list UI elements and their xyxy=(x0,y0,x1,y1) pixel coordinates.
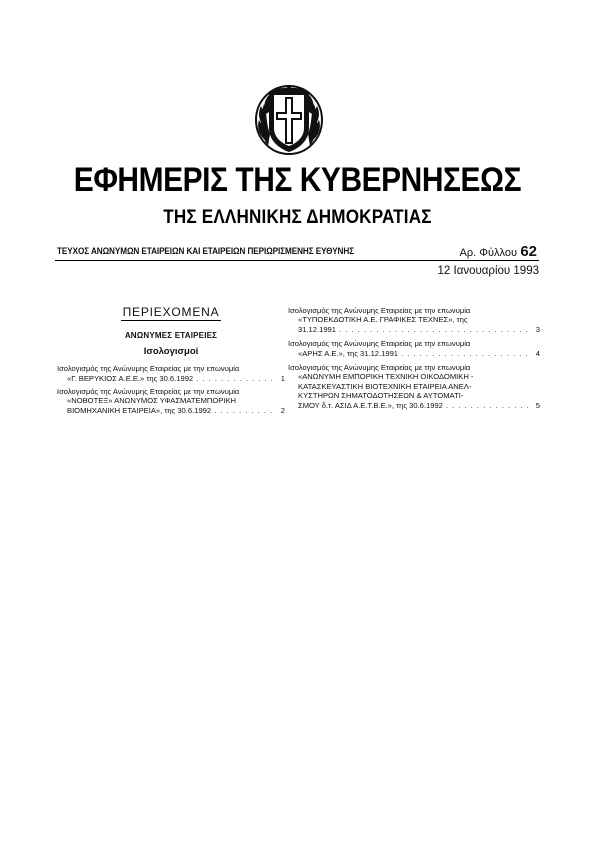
toc-entry xyxy=(57,364,285,383)
issue-series: ΤΕΥΧΟΣ ΑΝΩΝΥΜΩΝ ΕΤΑΙΡΕΙΩΝ ΚΑΙ ΕΤΑΙΡΕΙΩΝ ΠΕΡΙΩΡΙΣΜΕΝΗΣ ΕΥΘΥΝΗΣ xyxy=(57,246,355,257)
toc-left-column xyxy=(57,306,285,419)
gazette-title: ΕΦΗΜΕΡΙΣ ΤΗΣ ΚΥΒΕΡΝΗΣΕΩΣ xyxy=(73,161,522,199)
toc-entry-text: «Γ. ΒΕΡΥΚΙΟΣ Α.Ε.Ε.» της 30.6.1992 xyxy=(67,373,194,383)
toc-page-number: 4 xyxy=(535,348,540,358)
toc-right-entries xyxy=(288,306,540,410)
toc-entry-last-line xyxy=(57,406,285,415)
toc-entry-text: ΒΙΟΜΗΧΑΝΙΚΗ ΕΤΑΙΡΕΙΑ», της 30.6.1992 xyxy=(67,405,212,415)
toc-page-number: 1 xyxy=(280,373,285,383)
toc-entry-text: «ΑΡΗΣ Α.Ε.», της 31.12.1991 xyxy=(298,348,399,358)
dot-leader xyxy=(214,406,274,415)
toc-entry-line: Ισολογισμός της Ανώνυμης Εταιρείας με την επωνυμία xyxy=(57,387,240,397)
toc-entry-last-line xyxy=(288,325,540,334)
toc-entry-line: «ΝΟΒΟΤΕΞ» ΑΝΩΝΥΜΟΣ ΥΦΑΣΜΑΤΕΜΠΟΡΙΚΗ xyxy=(67,396,237,406)
dot-leader xyxy=(196,374,274,383)
toc-left-entries xyxy=(57,364,285,415)
sheet-number: 62 xyxy=(520,243,537,260)
toc-entry-last-line xyxy=(288,349,540,358)
toc-heading xyxy=(57,305,285,319)
toc-entry-line: «ΑΝΩΝΥΜΗ ΕΜΠΟΡΙΚΗ ΤΕΧΝΙΚΗ ΟΙΚΟΔΟΜΙΚΗ - xyxy=(298,372,474,382)
toc-entry-last-line xyxy=(57,374,285,383)
toc-entry-line: Ισολογισμός της Ανώνυμης Εταιρείας με την επωνυμία xyxy=(288,339,471,349)
toc-entry-line: ΚΑΤΑΣΚΕΥΑΣΤΙΚΗ ΒΙΟΤΕΧΝΙΚΗ ΕΤΑΙΡΕΙΑ ΑΝΕΛ- xyxy=(298,381,472,391)
subsection-title: Ισολογισμοί xyxy=(143,345,199,357)
toc-right-column xyxy=(288,306,540,415)
toc-entry xyxy=(288,363,540,410)
toc-entry-line: Ισολογισμός της Ανώνυμης Εταιρείας με την επωνυμία xyxy=(288,306,471,315)
toc-entry-line: ΚΥΣΤΗΡΩΝ ΣΗΜΑΤΟΔΟΤΗΣΕΩΝ & ΑΥΤΟΜΑΤΙ- xyxy=(298,391,464,401)
dot-leader xyxy=(446,401,529,410)
toc-entry xyxy=(57,387,285,415)
toc-heading-text: ΠΕΡΙΕΧΟΜΕΝΑ xyxy=(122,305,220,319)
toc-entry-line: Ισολογισμός της Ανώνυμης Εταιρείας με την επωνυμία xyxy=(288,363,471,373)
section-title: ΑΝΩΝΥΜΕΣ ΕΤΑΙΡΕΙΕΣ xyxy=(124,331,218,341)
toc-entry-line: «ΤΥΠΟΕΚΔΟΤΙΚΗ Α.Ε. ΓΡΑΦΙΚΕΣ ΤΕΧΝΕΣ», της xyxy=(298,315,468,325)
dot-leader xyxy=(401,349,529,358)
dot-leader xyxy=(339,325,529,334)
issue-date: 12 Ιανουαρίου 1993 xyxy=(437,265,539,277)
toc-entry xyxy=(288,339,540,358)
toc-entry-line: Ισολογισμός της Ανώνυμης Εταιρείας με την επωνυμία xyxy=(57,364,240,374)
issue-header xyxy=(57,243,537,259)
header-rule xyxy=(55,260,539,261)
toc-entry-text: 31.12.1991 xyxy=(298,324,337,334)
toc-entry-last-line xyxy=(288,401,540,410)
gazette-subtitle: ΤΗΣ ΕΛΛΗΝΙΚΗΣ ΔΗΜΟΚΡΑΤΙΑΣ xyxy=(163,207,432,228)
toc-entry-text: ΣΜΟΥ δ.τ. ΑΣΙΔ Α.Ε.Τ.Β.Ε.», της 30.6.1992 xyxy=(298,400,443,410)
sheet-info xyxy=(460,243,538,260)
sheet-label: Αρ. Φύλλου xyxy=(459,247,517,259)
toc-page-number: 2 xyxy=(280,405,285,415)
toc-page-number: 5 xyxy=(535,400,540,410)
toc-page-number: 3 xyxy=(535,324,540,334)
greek-coat-of-arms-icon xyxy=(254,82,324,156)
toc-entry xyxy=(288,306,540,334)
